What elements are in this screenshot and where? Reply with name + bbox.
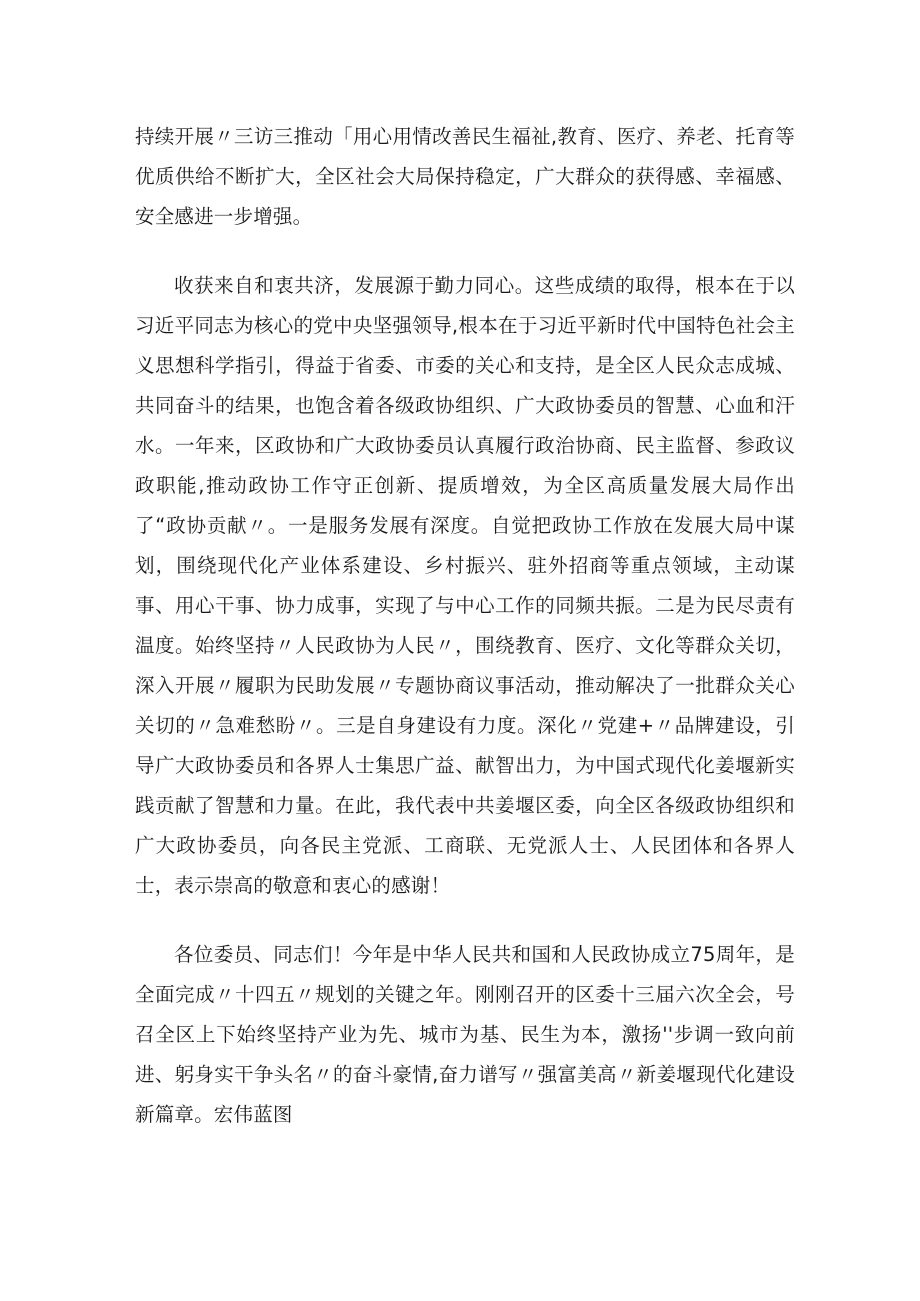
document-body bbox=[135, 117, 795, 1135]
paragraph-2: 收获来自和衷共济，发展源于勤力同心。这些成绩的取得，根本在于以习近平同志为核心的党中央坚强领导,根本在于习近平新时代中国特色社会主义思想科学指引，得益于省委、市委的关心和支持，是全区人民众志成城、共同奋斗的结果，也饱含着各级政协组织、广大政协委员的智慧、心血和汗水。一年来，区政协和广大政协委员认真履行政治协商、民主监督、参政议政职能,推动政协工作守正创新、提质增效，为全区高质量发展大局作出了“政协贡献〃。一是服务发展有深度。自觉把政协工作放在发展大局中谋划，围绕现代化产业体系建设、乡村振兴、驻外招商等重点领域，主动谋事、用心干事、协力成事，实现了与中心工作的同频共振。二是为民尽责有温度。始终坚持〃人民政协为人民〃，围绕教育、医疗、文化等群众关切，深入开展〃履职为民助发展〃专题协商议事活动，推动解决了一批群众关心关切的〃急难愁盼〃。三是自身建设有力度。深化〃党建+〃品牌建设，引导广大政协委员和各界人士集思广益、献智出力，为中国式现代化姜堰新实践贡献了智慧和力量。在此，我代表中共姜堰区委，向全区各级政协组织和广大政协委员，向各民主党派、工商联、无党派人士、人民团体和各界人士，表示崇高的敬意和衷心的感谢！ bbox=[135, 274, 795, 897]
paragraph-3: 各位委员、同志们！今年是中华人民共和国和人民政协成立75周年，是全面完成〃十四五〃规划的关键之年。刚刚召开的区委十三届六次全会，号召全区上下始终坚持产业为先、城市为基、民生为本，激扬''步调一致向前进、躬身实干争头名〃的奋斗豪情,奋力谱写〃强富美高〃新姜堰现代化建设新篇章。宏伟蓝图 bbox=[135, 943, 795, 1126]
paragraph-1: 持续开展〃三访三推动「用心用情改善民生福祉,教育、医疗、养老、托育等优质供给不断扩大，全区社会大局保持稳定，广大群众的获得感、幸福感、安全感进一步增强。 bbox=[135, 125, 795, 228]
